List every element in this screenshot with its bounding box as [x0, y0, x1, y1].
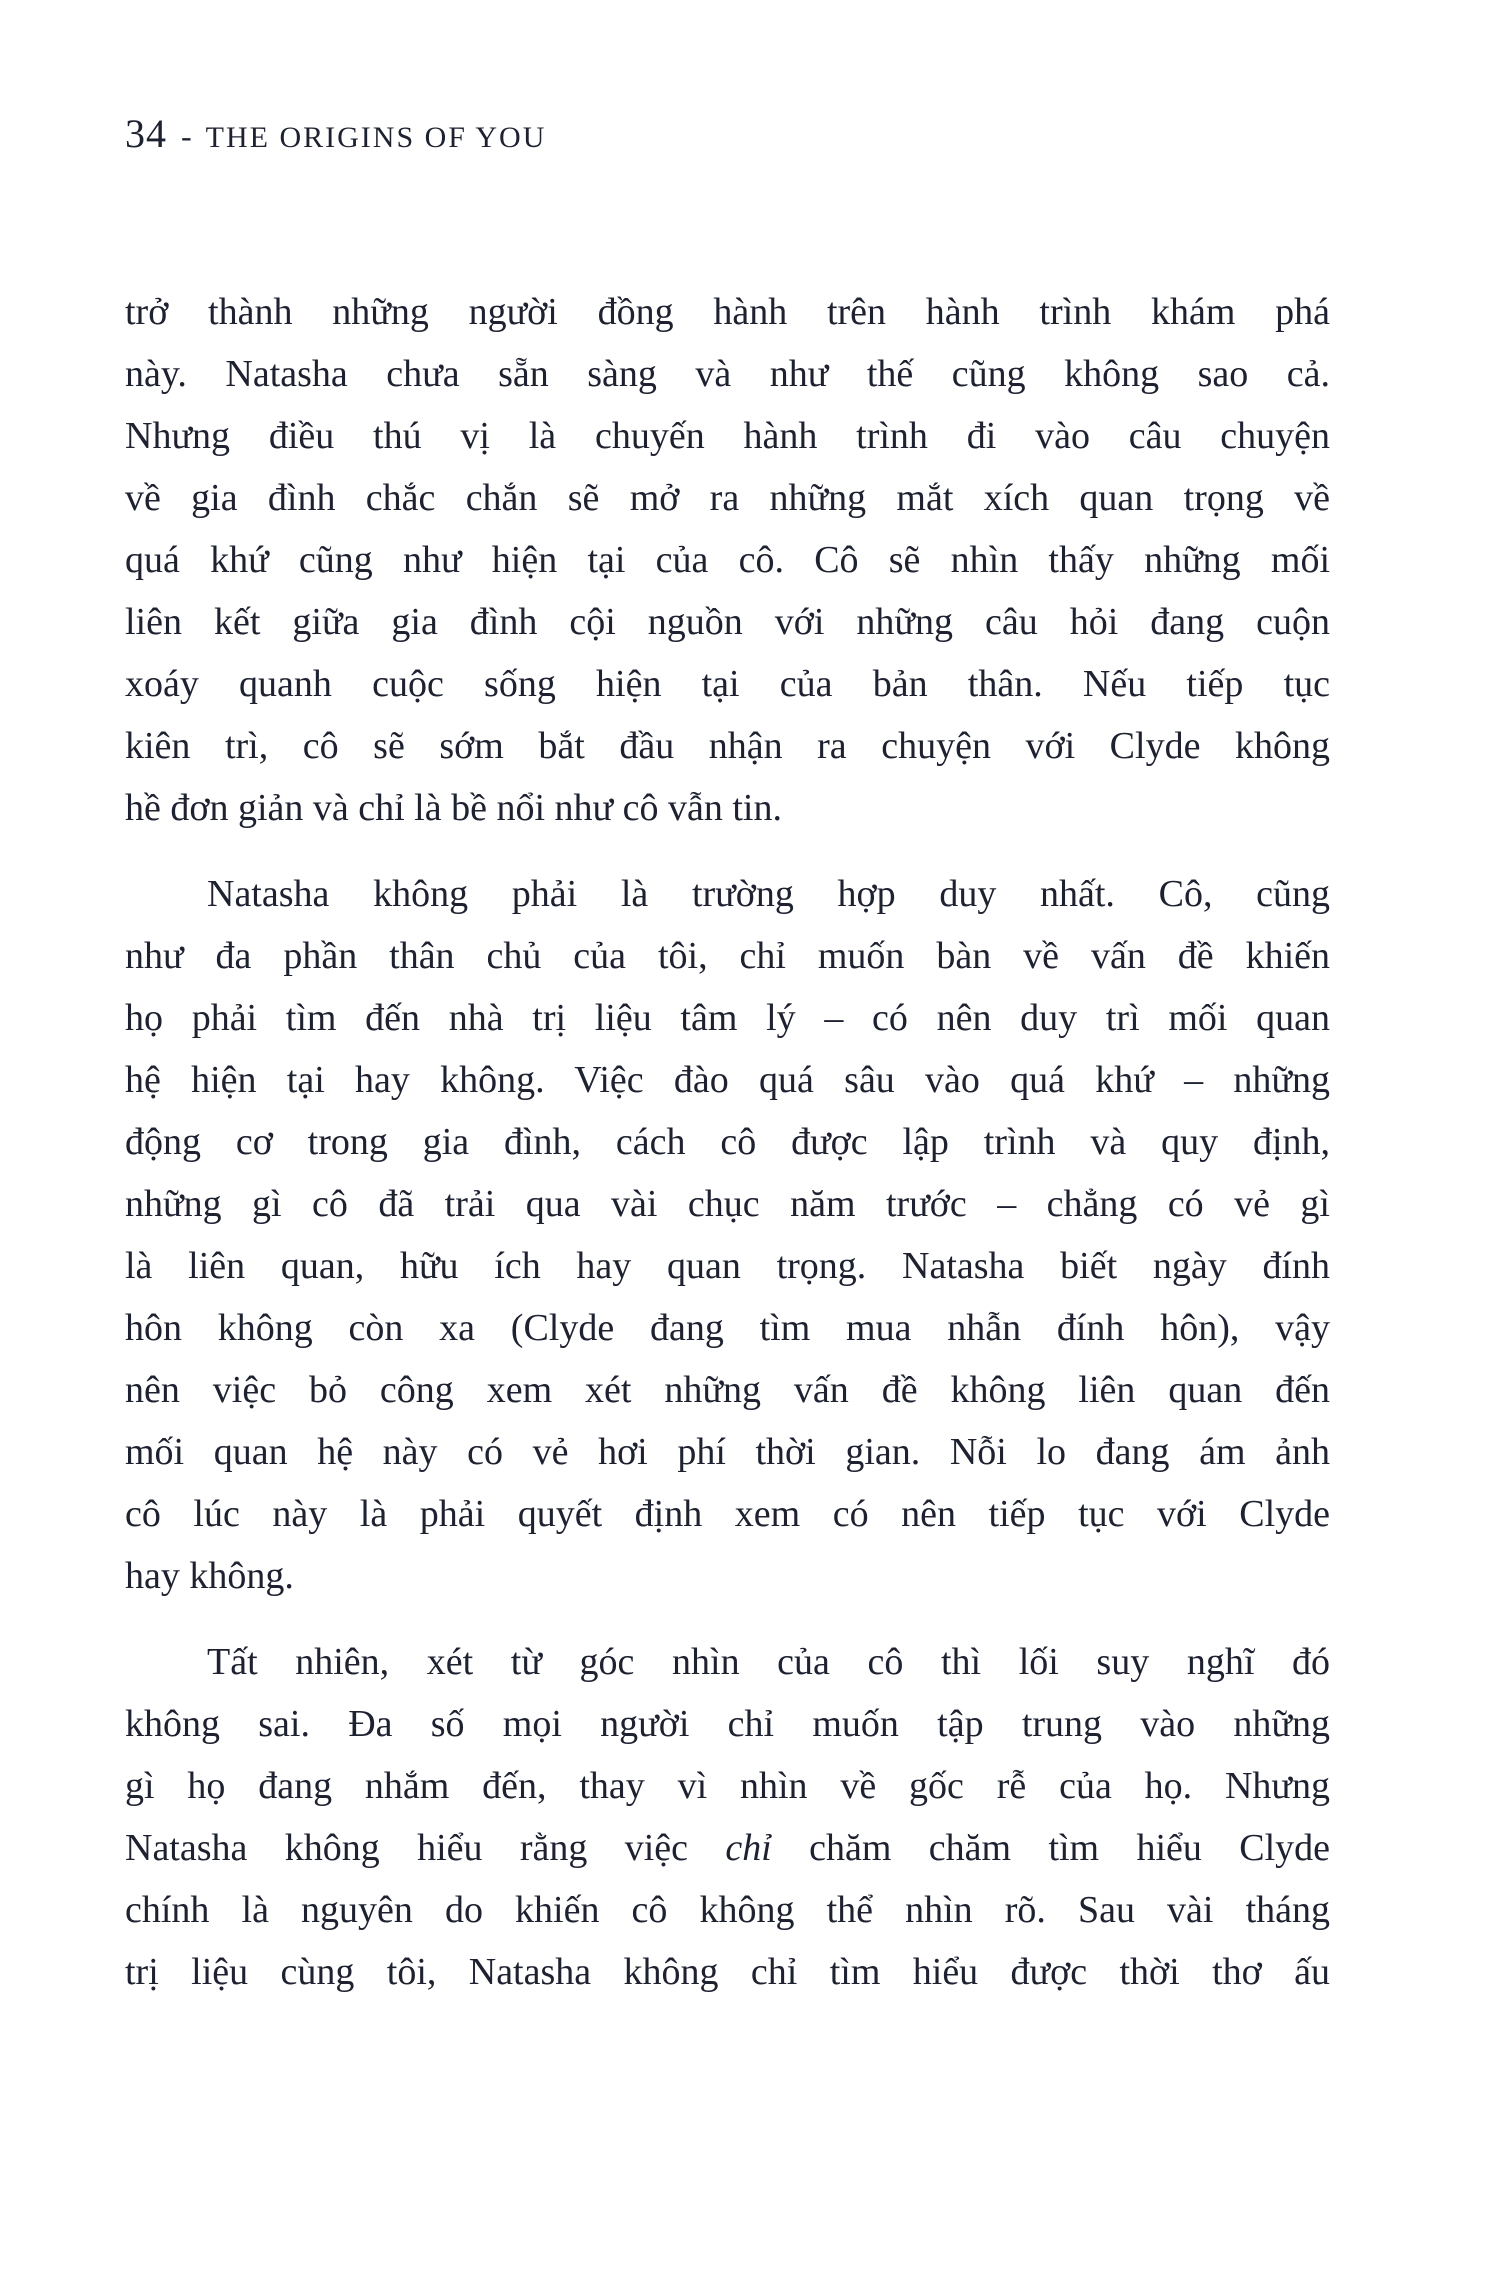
- text-line: quá khứ cũng như hiện tại của cô. Cô sẽ nhìn thấy những mối: [125, 539, 1330, 581]
- text-line: động cơ trong gia đình, cách cô được lập trình và quy định,: [125, 1121, 1330, 1163]
- text-line: nên việc bỏ công xem xét những vấn đề không liên quan đến: [125, 1369, 1330, 1411]
- paragraph-2: [125, 863, 1330, 1607]
- text-segment: Natasha không hiểu rằng việc: [125, 1827, 726, 1869]
- text-line: hay không.: [125, 1555, 294, 1597]
- italic-word: chỉ: [725, 1827, 772, 1869]
- text-line: xoáy quanh cuộc sống hiện tại của bản thân. Nếu tiếp tục: [125, 663, 1330, 705]
- text-line: trở thành những người đồng hành trên hành trình khám phá: [125, 291, 1330, 333]
- text-segment: chăm chăm tìm hiểu Clyde: [771, 1827, 1331, 1869]
- text-line: chính là nguyên do khiến cô không thể nhìn rõ. Sau vài tháng: [125, 1889, 1330, 1931]
- text-line: như đa phần thân chủ của tôi, chỉ muốn bàn về vấn đề khiến: [125, 935, 1330, 977]
- text-line: Nhưng điều thú vị là chuyến hành trình đi vào câu chuyện: [125, 415, 1330, 457]
- text-line: gì họ đang nhắm đến, thay vì nhìn về gốc rễ của họ. Nhưng: [125, 1765, 1330, 1807]
- text-line: mối quan hệ này có vẻ hơi phí thời gian. Nỗi lo đang ám ảnh: [125, 1431, 1330, 1473]
- text-line: [125, 1817, 1330, 1879]
- text-line: họ phải tìm đến nhà trị liệu tâm lý – có nên duy trì mối quan: [125, 997, 1330, 1039]
- text-line: không sai. Đa số mọi người chỉ muốn tập trung vào những: [125, 1703, 1330, 1745]
- text-line: về gia đình chắc chắn sẽ mở ra những mắt xích quan trọng về: [125, 477, 1330, 519]
- page-body: [125, 281, 1330, 2003]
- text-line: Tất nhiên, xét từ góc nhìn của cô thì lối suy nghĩ đó: [207, 1641, 1330, 1683]
- text-line: liên kết giữa gia đình cội nguồn với những câu hỏi đang cuộn: [125, 601, 1330, 643]
- paragraph-3: [125, 1631, 1330, 2003]
- page-number: 34: [125, 111, 167, 156]
- text-line: Natasha không phải là trường hợp duy nhất. Cô, cũng: [207, 873, 1330, 915]
- text-line: là liên quan, hữu ích hay quan trọng. Natasha biết ngày đính: [125, 1245, 1330, 1287]
- page-header: [125, 110, 546, 157]
- text-line: hôn không còn xa (Clyde đang tìm mua nhẫn đính hôn), vậy: [125, 1307, 1330, 1349]
- text-line: những gì cô đã trải qua vài chục năm trước – chẳng có vẻ gì: [125, 1183, 1330, 1225]
- paragraph-1: [125, 281, 1330, 839]
- text-line: cô lúc này là phải quyết định xem có nên tiếp tục với Clyde: [125, 1493, 1330, 1535]
- text-line: hệ hiện tại hay không. Việc đào quá sâu vào quá khứ – những: [125, 1059, 1330, 1101]
- text-line: này. Natasha chưa sẵn sàng và như thế cũng không sao cả.: [125, 353, 1330, 395]
- text-line: kiên trì, cô sẽ sớm bắt đầu nhận ra chuyện với Clyde không: [125, 725, 1330, 767]
- text-line: trị liệu cùng tôi, Natasha không chỉ tìm hiểu được thời thơ ấu: [125, 1951, 1330, 1993]
- book-title: THE ORIGINS OF YOU: [205, 121, 547, 154]
- text-line: hề đơn giản và chỉ là bề nổi như cô vẫn tin.: [125, 787, 782, 829]
- header-separator: -: [181, 118, 192, 154]
